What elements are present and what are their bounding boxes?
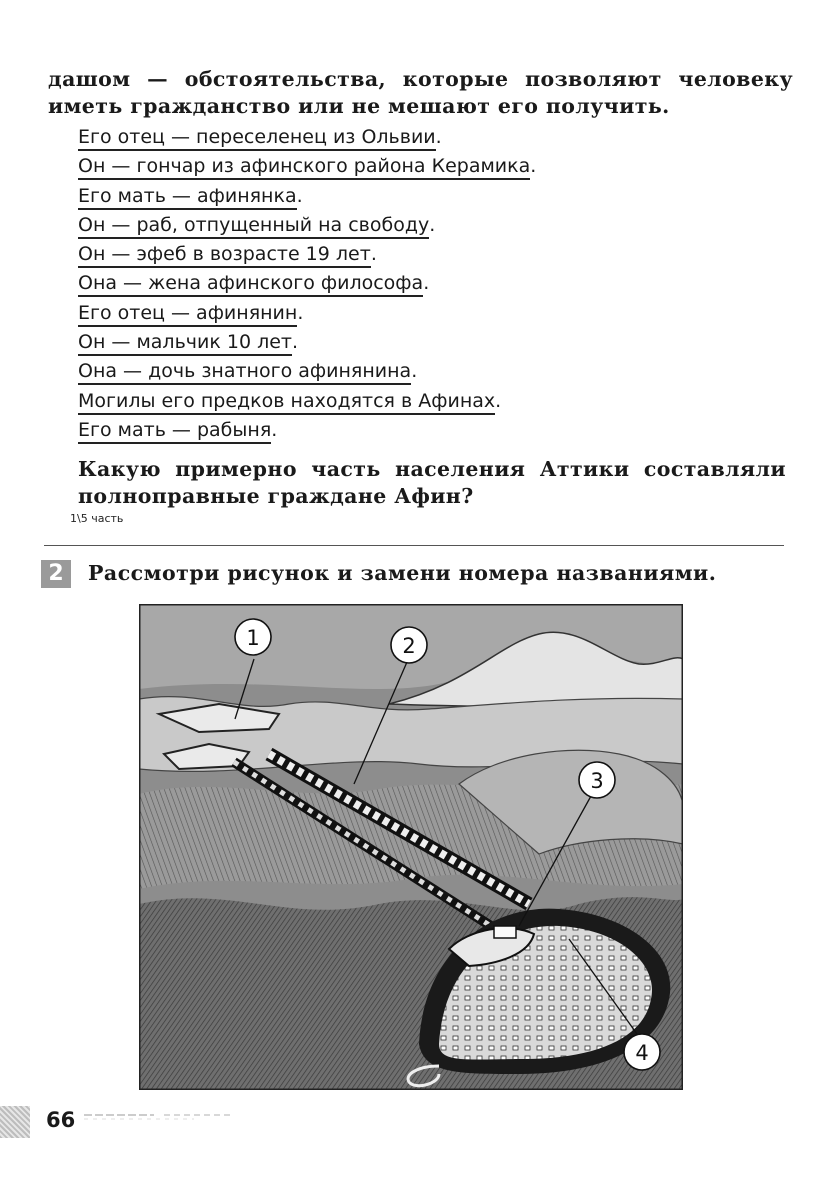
answer-text: Его мать — рабыня bbox=[78, 418, 271, 444]
footer-decoration bbox=[84, 1113, 294, 1121]
answer-text: Могилы его предков находятся в Афинах bbox=[78, 389, 495, 415]
answer-punct: . bbox=[271, 418, 278, 441]
answer-line bbox=[78, 329, 536, 358]
answer-punct: . bbox=[435, 126, 442, 148]
intro-paragraph: дашом — обстоятельства, которые позволяют человеку иметь гражданство или не мешают его получить. bbox=[48, 67, 793, 118]
answer-punct: . bbox=[297, 301, 304, 324]
answer-text: Его отец — переселенец из Ольвии bbox=[78, 125, 436, 151]
answer-punct: . bbox=[423, 272, 430, 295]
callout-label-1: 1 bbox=[246, 626, 260, 650]
answer-list bbox=[78, 124, 536, 446]
answer-line bbox=[78, 153, 536, 182]
answer-text: Он — раб, отпущенный на свободу bbox=[78, 213, 429, 239]
answer-line bbox=[78, 241, 536, 270]
athens-illustration-svg bbox=[139, 604, 683, 1090]
answer-line bbox=[78, 212, 536, 241]
handwritten-answer: 1\5 часть bbox=[70, 512, 124, 525]
answer-line bbox=[78, 183, 536, 212]
callout-label-3: 3 bbox=[590, 769, 604, 793]
page-number: 66 bbox=[46, 1108, 76, 1132]
callout-label-2: 2 bbox=[402, 634, 416, 658]
answer-punct: . bbox=[495, 389, 502, 412]
answer-punct: . bbox=[296, 184, 303, 207]
answer-text: Он — эфеб в возрасте 19 лет bbox=[78, 242, 371, 268]
question-text: Какую примерно часть населения Аттики составляли полноправные граждане Афин? bbox=[78, 457, 786, 508]
answer-text: Он — гончар из афинского района Керамика bbox=[78, 154, 530, 180]
answer-text: Его мать — афинянка bbox=[78, 184, 297, 210]
answer-punct: . bbox=[411, 360, 418, 383]
temple bbox=[494, 926, 516, 938]
answer-text: Его отец — афинянин bbox=[78, 301, 297, 327]
callout-label-4: 4 bbox=[635, 1041, 649, 1065]
section-divider bbox=[44, 545, 784, 546]
answer-line bbox=[78, 270, 536, 299]
task-number-badge: 2 bbox=[41, 560, 71, 588]
athens-illustration bbox=[139, 604, 683, 1090]
answer-text: Она — дочь знатного афинянина bbox=[78, 359, 411, 385]
answer-punct: . bbox=[370, 243, 377, 266]
answer-line bbox=[78, 124, 536, 153]
answer-line bbox=[78, 358, 536, 387]
answer-line bbox=[78, 388, 536, 417]
answer-line bbox=[78, 417, 536, 446]
answer-punct: . bbox=[291, 331, 299, 354]
answer-punct: . bbox=[429, 213, 436, 236]
answer-line bbox=[78, 300, 536, 329]
answer-text: Она — жена афинского философа bbox=[78, 271, 423, 297]
page-corner-decoration bbox=[0, 1106, 30, 1138]
answer-punct: . bbox=[530, 155, 537, 178]
answer-text: Он — мальчик 10 лет bbox=[78, 330, 292, 356]
task-instruction: Рассмотри рисунок и замени номера названиями. bbox=[88, 561, 717, 585]
